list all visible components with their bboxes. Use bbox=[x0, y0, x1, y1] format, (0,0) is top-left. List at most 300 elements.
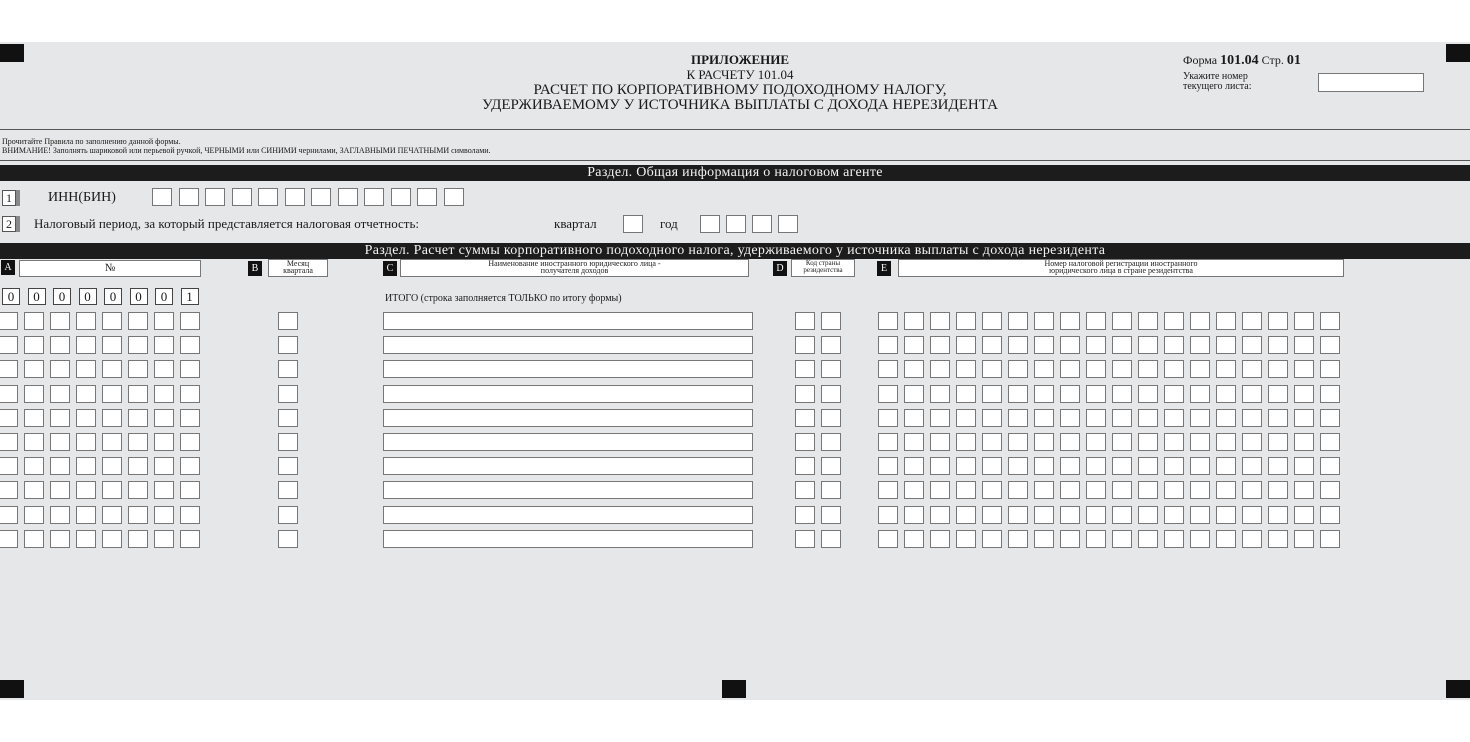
country-code-box[interactable] bbox=[795, 336, 815, 354]
tax-registration-number-box[interactable] bbox=[1242, 336, 1262, 354]
inn-bin-digit-box[interactable] bbox=[417, 188, 437, 206]
recipient-name-field[interactable] bbox=[383, 409, 753, 427]
tax-registration-number-box[interactable] bbox=[1008, 433, 1028, 451]
row-number-box[interactable] bbox=[102, 481, 122, 499]
row-number-box[interactable] bbox=[180, 433, 200, 451]
tax-registration-number-box[interactable] bbox=[1086, 530, 1106, 548]
tax-registration-number-box[interactable] bbox=[904, 312, 924, 330]
tax-registration-number-box[interactable] bbox=[956, 336, 976, 354]
tax-registration-number-box[interactable] bbox=[1242, 481, 1262, 499]
tax-registration-number-box[interactable] bbox=[956, 506, 976, 524]
tax-registration-number-box[interactable] bbox=[1138, 481, 1158, 499]
tax-registration-number-box[interactable] bbox=[1060, 312, 1080, 330]
tax-registration-number-box[interactable] bbox=[904, 360, 924, 378]
tax-registration-number-box[interactable] bbox=[1242, 360, 1262, 378]
country-code-box[interactable] bbox=[795, 360, 815, 378]
recipient-name-field[interactable] bbox=[383, 360, 753, 378]
row-number-box[interactable] bbox=[76, 312, 96, 330]
country-code-box[interactable] bbox=[795, 312, 815, 330]
tax-registration-number-box[interactable] bbox=[1112, 530, 1132, 548]
tax-registration-number-box[interactable] bbox=[1008, 360, 1028, 378]
row-number-box[interactable] bbox=[180, 360, 200, 378]
tax-registration-number-box[interactable] bbox=[904, 481, 924, 499]
month-box[interactable] bbox=[278, 312, 298, 330]
row-number-box[interactable] bbox=[50, 409, 70, 427]
row-number-box[interactable] bbox=[0, 481, 18, 499]
tax-registration-number-box[interactable] bbox=[1112, 312, 1132, 330]
tax-registration-number-box[interactable] bbox=[982, 530, 1002, 548]
row-number-box[interactable] bbox=[24, 530, 44, 548]
tax-registration-number-box[interactable] bbox=[1268, 530, 1288, 548]
inn-bin-digit-box[interactable] bbox=[152, 188, 172, 206]
row-number-box[interactable] bbox=[50, 360, 70, 378]
row-number-box[interactable] bbox=[76, 530, 96, 548]
recipient-name-field[interactable] bbox=[383, 385, 753, 403]
tax-registration-number-box[interactable] bbox=[1294, 481, 1314, 499]
tax-registration-number-box[interactable] bbox=[1034, 312, 1054, 330]
row-number-box[interactable] bbox=[154, 409, 174, 427]
tax-registration-number-box[interactable] bbox=[1034, 409, 1054, 427]
country-code-box[interactable] bbox=[795, 385, 815, 403]
row-number-box[interactable] bbox=[0, 457, 18, 475]
row-number-box[interactable] bbox=[128, 433, 148, 451]
tax-registration-number-box[interactable] bbox=[1216, 481, 1236, 499]
tax-registration-number-box[interactable] bbox=[1164, 385, 1184, 403]
tax-registration-number-box[interactable] bbox=[982, 312, 1002, 330]
tax-registration-number-box[interactable] bbox=[1164, 360, 1184, 378]
country-code-box[interactable] bbox=[821, 530, 841, 548]
tax-registration-number-box[interactable] bbox=[956, 360, 976, 378]
country-code-box[interactable] bbox=[795, 506, 815, 524]
country-code-box[interactable] bbox=[795, 457, 815, 475]
year-digit-box[interactable] bbox=[726, 215, 746, 233]
recipient-name-field[interactable] bbox=[383, 506, 753, 524]
tax-registration-number-box[interactable] bbox=[1034, 530, 1054, 548]
tax-registration-number-box[interactable] bbox=[1112, 385, 1132, 403]
tax-registration-number-box[interactable] bbox=[1086, 385, 1106, 403]
tax-registration-number-box[interactable] bbox=[956, 481, 976, 499]
year-digit-box[interactable] bbox=[778, 215, 798, 233]
row-number-box[interactable] bbox=[24, 385, 44, 403]
tax-registration-number-box[interactable] bbox=[1086, 409, 1106, 427]
tax-registration-number-box[interactable] bbox=[1138, 433, 1158, 451]
row-number-box[interactable] bbox=[128, 385, 148, 403]
row-number-box[interactable] bbox=[76, 457, 96, 475]
row-number-box[interactable] bbox=[0, 336, 18, 354]
tax-registration-number-box[interactable] bbox=[1086, 506, 1106, 524]
row-number-box[interactable] bbox=[0, 312, 18, 330]
tax-registration-number-box[interactable] bbox=[1190, 385, 1210, 403]
tax-registration-number-box[interactable] bbox=[878, 433, 898, 451]
tax-registration-number-box[interactable] bbox=[1164, 506, 1184, 524]
row-number-box[interactable] bbox=[128, 312, 148, 330]
tax-registration-number-box[interactable] bbox=[1086, 312, 1106, 330]
tax-registration-number-box[interactable] bbox=[1034, 481, 1054, 499]
row-number-box[interactable] bbox=[102, 457, 122, 475]
tax-registration-number-box[interactable] bbox=[1268, 336, 1288, 354]
tax-registration-number-box[interactable] bbox=[1190, 336, 1210, 354]
tax-registration-number-box[interactable] bbox=[930, 385, 950, 403]
tax-registration-number-box[interactable] bbox=[1320, 336, 1340, 354]
row-number-box[interactable] bbox=[128, 409, 148, 427]
tax-registration-number-box[interactable] bbox=[1294, 385, 1314, 403]
row-number-box[interactable] bbox=[102, 336, 122, 354]
tax-registration-number-box[interactable] bbox=[904, 457, 924, 475]
tax-registration-number-box[interactable] bbox=[1320, 530, 1340, 548]
row-number-box[interactable] bbox=[50, 481, 70, 499]
row-number-box[interactable] bbox=[76, 506, 96, 524]
tax-registration-number-box[interactable] bbox=[904, 506, 924, 524]
tax-registration-number-box[interactable] bbox=[982, 385, 1002, 403]
inn-bin-digit-box[interactable] bbox=[179, 188, 199, 206]
row-number-box[interactable] bbox=[154, 457, 174, 475]
row-number-box[interactable] bbox=[180, 336, 200, 354]
country-code-box[interactable] bbox=[821, 481, 841, 499]
row-number-box[interactable] bbox=[50, 385, 70, 403]
tax-registration-number-box[interactable] bbox=[1060, 506, 1080, 524]
inn-bin-digit-box[interactable] bbox=[364, 188, 384, 206]
tax-registration-number-box[interactable] bbox=[1216, 457, 1236, 475]
country-code-box[interactable] bbox=[821, 312, 841, 330]
tax-registration-number-box[interactable] bbox=[1216, 336, 1236, 354]
quarter-input[interactable] bbox=[623, 215, 643, 233]
tax-registration-number-box[interactable] bbox=[930, 481, 950, 499]
tax-registration-number-box[interactable] bbox=[1190, 481, 1210, 499]
row-number-box[interactable] bbox=[24, 457, 44, 475]
row-number-box[interactable] bbox=[24, 360, 44, 378]
tax-registration-number-box[interactable] bbox=[1060, 409, 1080, 427]
month-box[interactable] bbox=[278, 506, 298, 524]
tax-registration-number-box[interactable] bbox=[1008, 385, 1028, 403]
row-number-box[interactable] bbox=[128, 530, 148, 548]
tax-registration-number-box[interactable] bbox=[1294, 312, 1314, 330]
tax-registration-number-box[interactable] bbox=[1268, 481, 1288, 499]
row-number-box[interactable] bbox=[76, 409, 96, 427]
tax-registration-number-box[interactable] bbox=[1138, 409, 1158, 427]
month-box[interactable] bbox=[278, 409, 298, 427]
tax-registration-number-box[interactable] bbox=[1320, 506, 1340, 524]
tax-registration-number-box[interactable] bbox=[1190, 433, 1210, 451]
tax-registration-number-box[interactable] bbox=[1190, 312, 1210, 330]
row-number-box[interactable] bbox=[154, 433, 174, 451]
year-digit-box[interactable] bbox=[700, 215, 720, 233]
row-number-box[interactable] bbox=[76, 360, 96, 378]
row-number-box[interactable] bbox=[76, 336, 96, 354]
tax-registration-number-box[interactable] bbox=[1112, 336, 1132, 354]
tax-registration-number-box[interactable] bbox=[1268, 360, 1288, 378]
tax-registration-number-box[interactable] bbox=[1190, 530, 1210, 548]
tax-registration-number-box[interactable] bbox=[1242, 530, 1262, 548]
row-number-box[interactable] bbox=[128, 481, 148, 499]
tax-registration-number-box[interactable] bbox=[982, 433, 1002, 451]
row-number-box[interactable] bbox=[154, 336, 174, 354]
inn-bin-digit-box[interactable] bbox=[391, 188, 411, 206]
tax-registration-number-box[interactable] bbox=[982, 409, 1002, 427]
row-number-box[interactable] bbox=[102, 360, 122, 378]
row-number-box[interactable] bbox=[24, 506, 44, 524]
row-number-box[interactable] bbox=[180, 312, 200, 330]
row-number-box[interactable] bbox=[102, 433, 122, 451]
country-code-box[interactable] bbox=[821, 385, 841, 403]
tax-registration-number-box[interactable] bbox=[930, 433, 950, 451]
recipient-name-field[interactable] bbox=[383, 433, 753, 451]
tax-registration-number-box[interactable] bbox=[1086, 457, 1106, 475]
tax-registration-number-box[interactable] bbox=[1060, 457, 1080, 475]
sheet-number-input[interactable] bbox=[1318, 73, 1424, 92]
tax-registration-number-box[interactable] bbox=[878, 506, 898, 524]
tax-registration-number-box[interactable] bbox=[956, 409, 976, 427]
tax-registration-number-box[interactable] bbox=[1008, 506, 1028, 524]
row-number-box[interactable] bbox=[50, 530, 70, 548]
tax-registration-number-box[interactable] bbox=[1294, 506, 1314, 524]
tax-registration-number-box[interactable] bbox=[1164, 336, 1184, 354]
country-code-box[interactable] bbox=[821, 336, 841, 354]
row-number-box[interactable] bbox=[50, 312, 70, 330]
row-number-box[interactable] bbox=[0, 409, 18, 427]
row-number-box[interactable] bbox=[180, 409, 200, 427]
tax-registration-number-box[interactable] bbox=[1268, 409, 1288, 427]
tax-registration-number-box[interactable] bbox=[1138, 336, 1158, 354]
tax-registration-number-box[interactable] bbox=[956, 433, 976, 451]
tax-registration-number-box[interactable] bbox=[1138, 530, 1158, 548]
tax-registration-number-box[interactable] bbox=[1320, 385, 1340, 403]
tax-registration-number-box[interactable] bbox=[1060, 530, 1080, 548]
row-number-box[interactable] bbox=[50, 433, 70, 451]
tax-registration-number-box[interactable] bbox=[930, 312, 950, 330]
country-code-box[interactable] bbox=[795, 433, 815, 451]
recipient-name-field[interactable] bbox=[383, 457, 753, 475]
tax-registration-number-box[interactable] bbox=[1242, 457, 1262, 475]
tax-registration-number-box[interactable] bbox=[1112, 506, 1132, 524]
tax-registration-number-box[interactable] bbox=[1242, 409, 1262, 427]
tax-registration-number-box[interactable] bbox=[878, 360, 898, 378]
tax-registration-number-box[interactable] bbox=[930, 457, 950, 475]
month-box[interactable] bbox=[278, 457, 298, 475]
tax-registration-number-box[interactable] bbox=[1320, 360, 1340, 378]
tax-registration-number-box[interactable] bbox=[1216, 385, 1236, 403]
tax-registration-number-box[interactable] bbox=[982, 506, 1002, 524]
recipient-name-field[interactable] bbox=[383, 530, 753, 548]
tax-registration-number-box[interactable] bbox=[1216, 409, 1236, 427]
tax-registration-number-box[interactable] bbox=[1060, 481, 1080, 499]
country-code-box[interactable] bbox=[795, 409, 815, 427]
month-box[interactable] bbox=[278, 481, 298, 499]
tax-registration-number-box[interactable] bbox=[1294, 433, 1314, 451]
tax-registration-number-box[interactable] bbox=[1112, 433, 1132, 451]
row-number-box[interactable] bbox=[128, 457, 148, 475]
tax-registration-number-box[interactable] bbox=[982, 360, 1002, 378]
tax-registration-number-box[interactable] bbox=[1034, 385, 1054, 403]
tax-registration-number-box[interactable] bbox=[1242, 506, 1262, 524]
tax-registration-number-box[interactable] bbox=[1060, 360, 1080, 378]
row-number-box[interactable] bbox=[154, 506, 174, 524]
tax-registration-number-box[interactable] bbox=[1034, 433, 1054, 451]
recipient-name-field[interactable] bbox=[383, 312, 753, 330]
tax-registration-number-box[interactable] bbox=[1164, 312, 1184, 330]
row-number-box[interactable] bbox=[24, 481, 44, 499]
tax-registration-number-box[interactable] bbox=[878, 481, 898, 499]
tax-registration-number-box[interactable] bbox=[1164, 433, 1184, 451]
tax-registration-number-box[interactable] bbox=[1008, 457, 1028, 475]
tax-registration-number-box[interactable] bbox=[982, 336, 1002, 354]
tax-registration-number-box[interactable] bbox=[1268, 506, 1288, 524]
tax-registration-number-box[interactable] bbox=[956, 312, 976, 330]
tax-registration-number-box[interactable] bbox=[1138, 385, 1158, 403]
inn-bin-digit-box[interactable] bbox=[311, 188, 331, 206]
row-number-box[interactable] bbox=[24, 433, 44, 451]
tax-registration-number-box[interactable] bbox=[1294, 409, 1314, 427]
row-number-box[interactable] bbox=[128, 336, 148, 354]
row-number-box[interactable] bbox=[154, 312, 174, 330]
tax-registration-number-box[interactable] bbox=[1112, 481, 1132, 499]
row-number-box[interactable] bbox=[0, 530, 18, 548]
tax-registration-number-box[interactable] bbox=[1320, 433, 1340, 451]
tax-registration-number-box[interactable] bbox=[930, 530, 950, 548]
tax-registration-number-box[interactable] bbox=[1268, 433, 1288, 451]
row-number-box[interactable] bbox=[50, 457, 70, 475]
tax-registration-number-box[interactable] bbox=[1320, 409, 1340, 427]
tax-registration-number-box[interactable] bbox=[1008, 481, 1028, 499]
tax-registration-number-box[interactable] bbox=[1086, 481, 1106, 499]
month-box[interactable] bbox=[278, 385, 298, 403]
tax-registration-number-box[interactable] bbox=[956, 385, 976, 403]
tax-registration-number-box[interactable] bbox=[1216, 433, 1236, 451]
tax-registration-number-box[interactable] bbox=[956, 457, 976, 475]
tax-registration-number-box[interactable] bbox=[1034, 457, 1054, 475]
tax-registration-number-box[interactable] bbox=[1060, 336, 1080, 354]
tax-registration-number-box[interactable] bbox=[956, 530, 976, 548]
month-box[interactable] bbox=[278, 433, 298, 451]
country-code-box[interactable] bbox=[821, 409, 841, 427]
country-code-box[interactable] bbox=[821, 360, 841, 378]
tax-registration-number-box[interactable] bbox=[878, 530, 898, 548]
tax-registration-number-box[interactable] bbox=[1164, 409, 1184, 427]
tax-registration-number-box[interactable] bbox=[1294, 336, 1314, 354]
tax-registration-number-box[interactable] bbox=[1138, 312, 1158, 330]
row-number-box[interactable] bbox=[128, 360, 148, 378]
row-number-box[interactable] bbox=[24, 312, 44, 330]
country-code-box[interactable] bbox=[795, 481, 815, 499]
tax-registration-number-box[interactable] bbox=[878, 457, 898, 475]
row-number-box[interactable] bbox=[154, 481, 174, 499]
inn-bin-digit-box[interactable] bbox=[338, 188, 358, 206]
row-number-box[interactable] bbox=[180, 530, 200, 548]
row-number-box[interactable] bbox=[0, 385, 18, 403]
tax-registration-number-box[interactable] bbox=[1086, 336, 1106, 354]
tax-registration-number-box[interactable] bbox=[904, 433, 924, 451]
row-number-box[interactable] bbox=[0, 360, 18, 378]
row-number-box[interactable] bbox=[50, 336, 70, 354]
tax-registration-number-box[interactable] bbox=[1008, 336, 1028, 354]
row-number-box[interactable] bbox=[0, 433, 18, 451]
row-number-box[interactable] bbox=[180, 506, 200, 524]
row-number-box[interactable] bbox=[102, 312, 122, 330]
tax-registration-number-box[interactable] bbox=[1268, 457, 1288, 475]
tax-registration-number-box[interactable] bbox=[1294, 457, 1314, 475]
row-number-box[interactable] bbox=[76, 433, 96, 451]
tax-registration-number-box[interactable] bbox=[1320, 457, 1340, 475]
tax-registration-number-box[interactable] bbox=[1034, 336, 1054, 354]
tax-registration-number-box[interactable] bbox=[1320, 312, 1340, 330]
row-number-box[interactable] bbox=[154, 360, 174, 378]
row-number-box[interactable] bbox=[154, 530, 174, 548]
tax-registration-number-box[interactable] bbox=[1086, 433, 1106, 451]
tax-registration-number-box[interactable] bbox=[1216, 360, 1236, 378]
tax-registration-number-box[interactable] bbox=[1164, 530, 1184, 548]
tax-registration-number-box[interactable] bbox=[1060, 433, 1080, 451]
tax-registration-number-box[interactable] bbox=[1190, 457, 1210, 475]
tax-registration-number-box[interactable] bbox=[1138, 457, 1158, 475]
recipient-name-field[interactable] bbox=[383, 481, 753, 499]
inn-bin-digit-box[interactable] bbox=[258, 188, 278, 206]
tax-registration-number-box[interactable] bbox=[1164, 457, 1184, 475]
row-number-box[interactable] bbox=[24, 336, 44, 354]
row-number-box[interactable] bbox=[128, 506, 148, 524]
tax-registration-number-box[interactable] bbox=[1242, 312, 1262, 330]
month-box[interactable] bbox=[278, 336, 298, 354]
tax-registration-number-box[interactable] bbox=[1138, 506, 1158, 524]
month-box[interactable] bbox=[278, 360, 298, 378]
recipient-name-field[interactable] bbox=[383, 336, 753, 354]
tax-registration-number-box[interactable] bbox=[982, 457, 1002, 475]
row-number-box[interactable] bbox=[102, 409, 122, 427]
inn-bin-digit-box[interactable] bbox=[444, 188, 464, 206]
tax-registration-number-box[interactable] bbox=[982, 481, 1002, 499]
tax-registration-number-box[interactable] bbox=[904, 385, 924, 403]
country-code-box[interactable] bbox=[821, 457, 841, 475]
tax-registration-number-box[interactable] bbox=[904, 530, 924, 548]
tax-registration-number-box[interactable] bbox=[1112, 360, 1132, 378]
inn-bin-digit-box[interactable] bbox=[232, 188, 252, 206]
row-number-box[interactable] bbox=[76, 385, 96, 403]
row-number-box[interactable] bbox=[180, 457, 200, 475]
inn-bin-digit-box[interactable] bbox=[285, 188, 305, 206]
tax-registration-number-box[interactable] bbox=[1268, 312, 1288, 330]
country-code-box[interactable] bbox=[821, 506, 841, 524]
tax-registration-number-box[interactable] bbox=[1190, 409, 1210, 427]
tax-registration-number-box[interactable] bbox=[1242, 385, 1262, 403]
row-number-box[interactable] bbox=[76, 481, 96, 499]
tax-registration-number-box[interactable] bbox=[878, 409, 898, 427]
tax-registration-number-box[interactable] bbox=[1034, 506, 1054, 524]
tax-registration-number-box[interactable] bbox=[930, 360, 950, 378]
tax-registration-number-box[interactable] bbox=[904, 336, 924, 354]
row-number-box[interactable] bbox=[154, 385, 174, 403]
row-number-box[interactable] bbox=[24, 409, 44, 427]
tax-registration-number-box[interactable] bbox=[1216, 312, 1236, 330]
row-number-box[interactable] bbox=[102, 530, 122, 548]
month-box[interactable] bbox=[278, 530, 298, 548]
tax-registration-number-box[interactable] bbox=[1268, 385, 1288, 403]
row-number-box[interactable] bbox=[0, 506, 18, 524]
tax-registration-number-box[interactable] bbox=[1216, 530, 1236, 548]
tax-registration-number-box[interactable] bbox=[1138, 360, 1158, 378]
tax-registration-number-box[interactable] bbox=[878, 312, 898, 330]
tax-registration-number-box[interactable] bbox=[1294, 530, 1314, 548]
year-digit-box[interactable] bbox=[752, 215, 772, 233]
country-code-box[interactable] bbox=[795, 530, 815, 548]
tax-registration-number-box[interactable] bbox=[904, 409, 924, 427]
tax-registration-number-box[interactable] bbox=[1008, 312, 1028, 330]
inn-bin-digit-box[interactable] bbox=[205, 188, 225, 206]
tax-registration-number-box[interactable] bbox=[878, 336, 898, 354]
tax-registration-number-box[interactable] bbox=[1008, 530, 1028, 548]
tax-registration-number-box[interactable] bbox=[878, 385, 898, 403]
tax-registration-number-box[interactable] bbox=[930, 336, 950, 354]
tax-registration-number-box[interactable] bbox=[1320, 481, 1340, 499]
row-number-box[interactable] bbox=[180, 385, 200, 403]
tax-registration-number-box[interactable] bbox=[1086, 360, 1106, 378]
